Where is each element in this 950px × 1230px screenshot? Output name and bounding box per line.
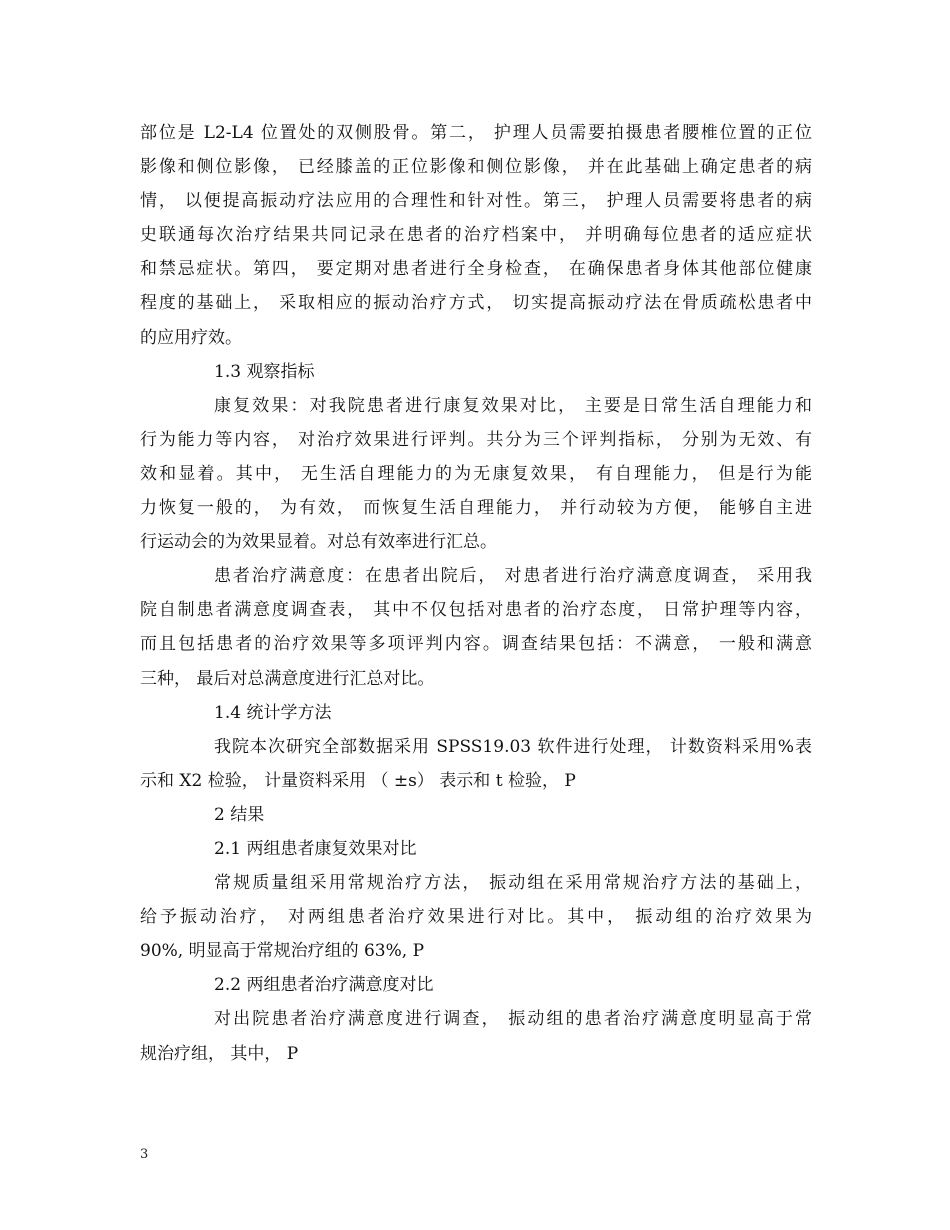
- body-text: [140, 116, 812, 1071]
- paragraph-line: 规治疗组， 其中， P: [140, 1043, 299, 1064]
- paragraph-line: 常规质量组采用常规治疗方法， 振动组在采用常规治疗方法的基础上，: [214, 873, 812, 894]
- section-heading: 1.3 观察指标: [214, 361, 315, 382]
- paragraph-line: 给予振动治疗， 对两组患者治疗效果进行对比。其中， 振动组的治疗效果为: [140, 907, 812, 928]
- paragraph-line: 我院本次研究全部数据采用 SPSS19.03 软件进行处理， 计数资料采用%表: [214, 736, 812, 757]
- section-heading: 1.4 统计学方法: [214, 702, 332, 723]
- paragraph-line: 力恢复一般的， 为有效， 而恢复生活自理能力， 并行动较为方便， 能够自主进: [140, 498, 812, 519]
- section-heading: 2.2 两组患者治疗满意度对比: [214, 975, 434, 996]
- paragraph-line: 影像和侧位影像， 已经膝盖的正位影像和侧位影像， 并在此基础上确定患者的病: [140, 157, 812, 178]
- paragraph-line: 程度的基础上， 采取相应的振动治疗方式， 切实提高振动疗法在骨质疏松患者中: [140, 293, 812, 314]
- paragraph-line: 和禁忌症状。第四， 要定期对患者进行全身检查， 在确保患者身体其他部位健康: [140, 259, 812, 280]
- paragraph-line: 的应用疗效。: [140, 327, 242, 348]
- paragraph-line: 而且包括患者的治疗效果等多项评判内容。调查结果包括：不满意， 一般和满意: [140, 634, 812, 655]
- paragraph-line: 三种， 最后对总满意度进行汇总对比。: [140, 668, 435, 689]
- paragraph-line: 患者治疗满意度：在患者出院后， 对患者进行治疗满意度调查， 采用我: [214, 566, 812, 587]
- page-number: 3: [140, 1147, 149, 1162]
- paragraph-line: 行为能力等内容， 对治疗效果进行评判。共分为三个评判指标， 分别为无效、有: [140, 429, 812, 450]
- section-heading: 2.1 两组患者康复效果对比: [214, 838, 417, 859]
- paragraph-line: 行运动会的为效果显着。对总有效率进行汇总。: [140, 532, 497, 553]
- paragraph-line: 部位是 L2-L4 位置处的双侧股骨。第二， 护理人员需要拍摄患者腰椎位置的正位: [140, 123, 812, 143]
- paragraph-line: 史联通每次治疗结果共同记录在患者的治疗档案中， 并明确每位患者的适应症状: [140, 225, 812, 246]
- paragraph-line: 对出院患者治疗满意度进行调查， 振动组的患者治疗满意度明显高于常: [214, 1009, 812, 1030]
- section-heading: 2 结果: [214, 804, 265, 825]
- paragraph-line: 效和显着。其中， 无生活自理能力的为无康复效果， 有自理能力， 但是行为能: [140, 463, 812, 484]
- paragraph-line: 90%, 明显高于常规治疗组的 63%, P: [140, 941, 425, 962]
- paragraph-line: 情， 以便提高振动疗法应用的合理性和针对性。第三， 护理人员需要将患者的病: [140, 191, 812, 212]
- paragraph-line: 示和 X2 检验， 计量资料采用 （ ±s） 表示和 t 检验， P: [140, 770, 576, 791]
- paragraph-line: 院自制患者满意度调查表， 其中不仅包括对患者的治疗态度， 日常护理等内容，: [140, 600, 812, 621]
- paragraph-line: 康复效果：对我院患者进行康复效果对比， 主要是日常生活自理能力和: [214, 395, 812, 416]
